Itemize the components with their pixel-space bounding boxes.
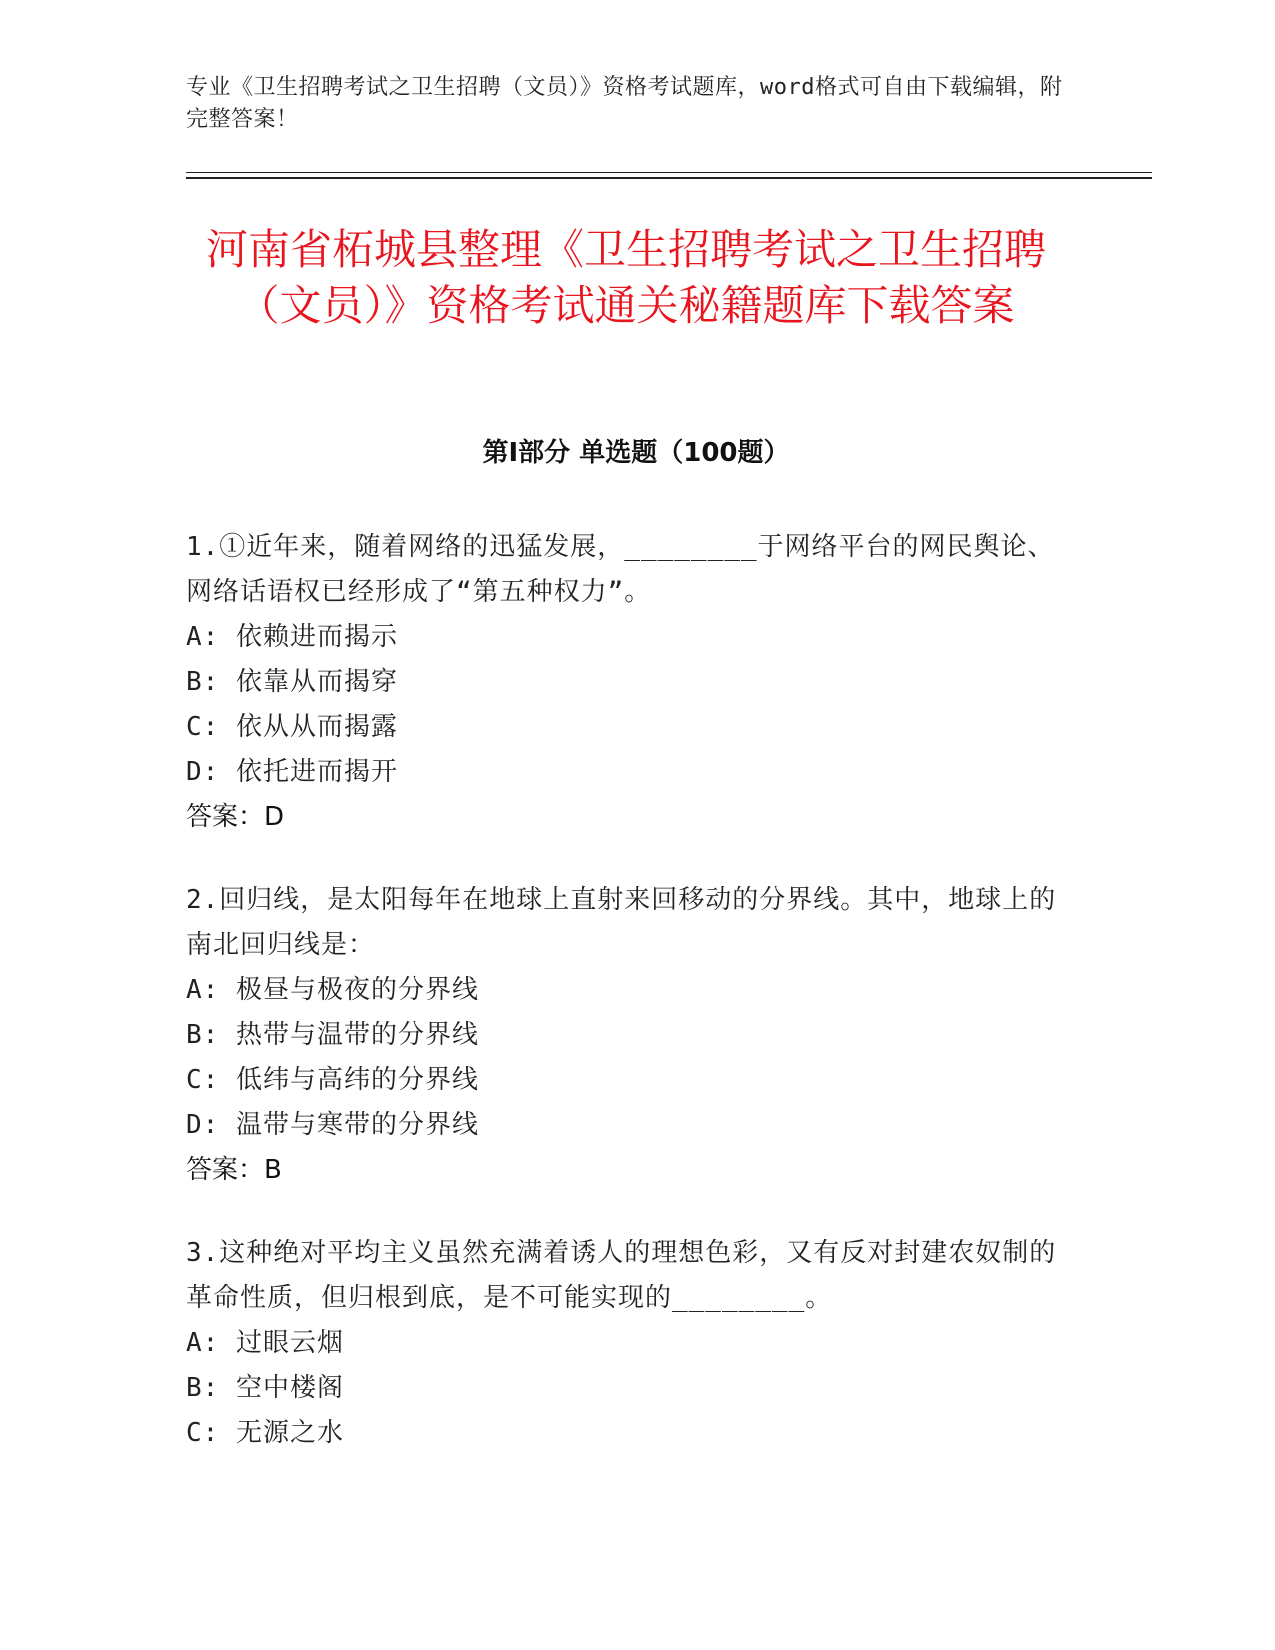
question-option-d: D: 温带与寒带的分界线	[186, 1110, 479, 1140]
header-note: 专业《卫生招聘考试之卫生招聘（文员）》资格考试题库，word格式可自由下载编辑，附完整答案！	[186, 75, 1063, 132]
question-answer: 答案：B	[186, 1155, 282, 1185]
question-stem: 2.回归线，是太阳每年在地球上直射来回移动的分界线。其中，地球上的南北回归线是：	[186, 885, 1057, 960]
question-answer: 答案：D	[186, 802, 285, 832]
question-option-b: B: 依靠从而揭穿	[186, 667, 398, 697]
question-stem: 3.这种绝对平均主义虽然充满着诱人的理想色彩，又有反对封建农奴制的革命性质，但归根到底，是不可能实现的________。	[186, 1238, 1057, 1313]
question-item	[186, 1231, 1066, 1456]
question-option-c: C: 无源之水	[186, 1418, 344, 1448]
question-option-a: A: 依赖进而揭示	[186, 622, 398, 652]
question-item	[186, 878, 1066, 1193]
document-title: 河南省柘城县整理《卫生招聘考试之卫生招聘（文员）》资格考试通关秘籍题库下载答案	[205, 225, 1046, 330]
question-stem: 1.①近年来，随着网络的迅猛发展，________于网络平台的网民舆论、网络话语权已经形成了“第五种权力”。	[186, 532, 1055, 607]
question-option-c: C: 低纬与高纬的分界线	[186, 1065, 479, 1095]
question-list	[186, 525, 1066, 1494]
question-option-b: B: 热带与温带的分界线	[186, 1020, 479, 1050]
section-heading: 第Ⅰ部分 单选题（100题）	[482, 438, 790, 468]
question-option-d: D: 依托进而揭开	[186, 757, 398, 787]
question-option-b: B: 空中楼阁	[186, 1373, 344, 1403]
question-item	[186, 525, 1066, 840]
header-divider-thin	[186, 172, 1152, 173]
header-divider-thick	[186, 177, 1152, 179]
question-option-a: A: 过眼云烟	[186, 1328, 344, 1358]
question-option-c: C: 依从从而揭露	[186, 712, 398, 742]
question-option-a: A: 极昼与极夜的分界线	[186, 975, 479, 1005]
